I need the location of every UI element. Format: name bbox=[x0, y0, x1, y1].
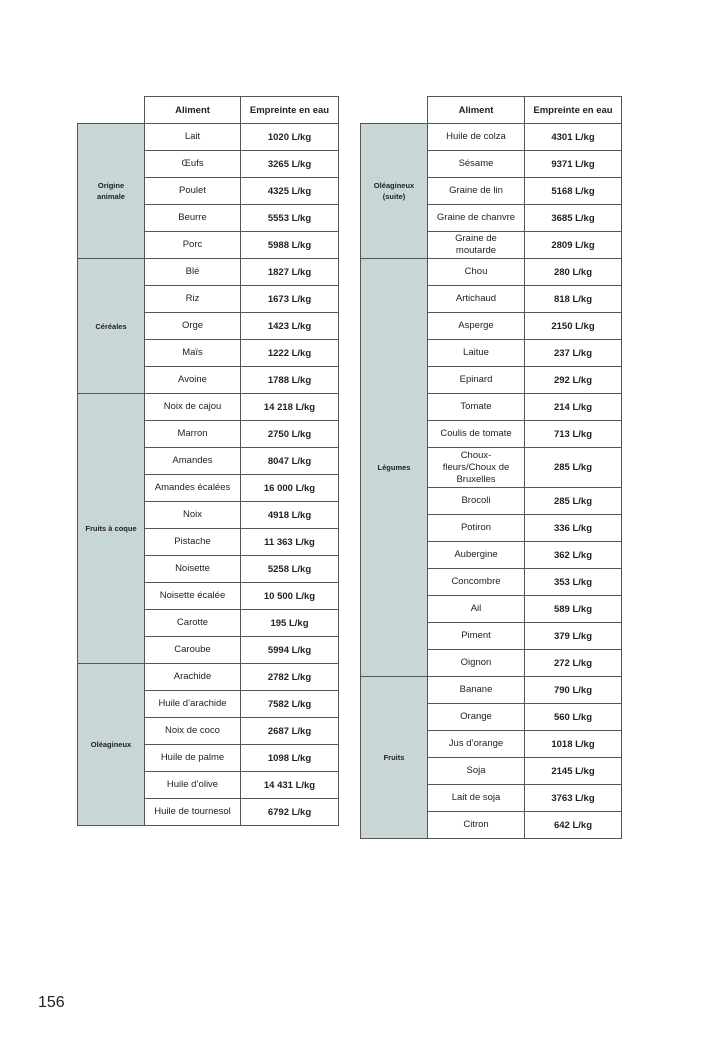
water-footprint-cell: 2782 L/kg bbox=[241, 664, 339, 691]
water-footprint-cell: 3265 L/kg bbox=[241, 151, 339, 178]
food-name-cell: Coulis de tomate bbox=[428, 421, 525, 448]
food-name-cell: Orange bbox=[428, 704, 525, 731]
header-food: Aliment bbox=[428, 97, 525, 124]
water-footprint-cell: 16 000 L/kg bbox=[241, 475, 339, 502]
water-footprint-cell: 214 L/kg bbox=[525, 394, 622, 421]
food-name-cell: Graine de moutarde bbox=[428, 232, 525, 259]
page-number: 156 bbox=[38, 994, 65, 1011]
food-name-cell: Amandes bbox=[145, 448, 241, 475]
water-footprint-cell: 1098 L/kg bbox=[241, 745, 339, 772]
water-footprint-cell: 1423 L/kg bbox=[241, 313, 339, 340]
category-cell: Fruits bbox=[361, 677, 428, 839]
water-footprint-cell: 1673 L/kg bbox=[241, 286, 339, 313]
water-footprint-cell: 2809 L/kg bbox=[525, 232, 622, 259]
category-cell: Oléagineux bbox=[78, 664, 145, 826]
food-name-cell: Sésame bbox=[428, 151, 525, 178]
header-spacer bbox=[78, 97, 145, 124]
water-footprint-cell: 589 L/kg bbox=[525, 596, 622, 623]
food-name-cell: Arachide bbox=[145, 664, 241, 691]
food-name-cell: Beurre bbox=[145, 205, 241, 232]
water-footprint-cell: 4325 L/kg bbox=[241, 178, 339, 205]
water-footprint-cell: 642 L/kg bbox=[525, 812, 622, 839]
water-footprint-cell: 5258 L/kg bbox=[241, 556, 339, 583]
header-food: Aliment bbox=[145, 97, 241, 124]
food-name-cell: Amandes écalées bbox=[145, 475, 241, 502]
food-name-cell: Aubergine bbox=[428, 542, 525, 569]
water-footprint-cell: 3685 L/kg bbox=[525, 205, 622, 232]
food-name-cell: Noix bbox=[145, 502, 241, 529]
table-row bbox=[361, 124, 622, 151]
water-footprint-cell: 1827 L/kg bbox=[241, 259, 339, 286]
water-footprint-cell: 4301 L/kg bbox=[525, 124, 622, 151]
food-name-cell: Huile d’olive bbox=[145, 772, 241, 799]
water-footprint-cell: 3763 L/kg bbox=[525, 785, 622, 812]
category-cell: Légumes bbox=[361, 259, 428, 677]
food-name-cell: Banane bbox=[428, 677, 525, 704]
food-name-cell: Artichaud bbox=[428, 286, 525, 313]
food-name-cell: Riz bbox=[145, 286, 241, 313]
water-footprint-cell: 1222 L/kg bbox=[241, 340, 339, 367]
water-footprint-cell: 9371 L/kg bbox=[525, 151, 622, 178]
table-row bbox=[78, 124, 339, 151]
food-name-cell: Jus d’orange bbox=[428, 731, 525, 758]
food-name-cell: Graine de lin bbox=[428, 178, 525, 205]
water-footprint-cell: 4918 L/kg bbox=[241, 502, 339, 529]
food-name-cell: Graine de chanvre bbox=[428, 205, 525, 232]
water-footprint-cell: 10 500 L/kg bbox=[241, 583, 339, 610]
water-footprint-cell: 1788 L/kg bbox=[241, 367, 339, 394]
food-name-cell: Blé bbox=[145, 259, 241, 286]
water-footprint-cell: 379 L/kg bbox=[525, 623, 622, 650]
header-water-footprint: Empreinte en eau bbox=[241, 97, 339, 124]
water-footprint-table-left bbox=[77, 96, 339, 826]
food-name-cell: Choux- fleurs/Choux de Bruxelles bbox=[428, 448, 525, 488]
water-footprint-cell: 292 L/kg bbox=[525, 367, 622, 394]
water-footprint-cell: 14 431 L/kg bbox=[241, 772, 339, 799]
table-row bbox=[361, 677, 622, 704]
food-name-cell: Chou bbox=[428, 259, 525, 286]
food-name-cell: Huile de colza bbox=[428, 124, 525, 151]
header-spacer bbox=[361, 97, 428, 124]
water-footprint-cell: 5988 L/kg bbox=[241, 232, 339, 259]
table-row bbox=[78, 259, 339, 286]
food-name-cell: Orge bbox=[145, 313, 241, 340]
water-footprint-cell: 2150 L/kg bbox=[525, 313, 622, 340]
water-footprint-cell: 195 L/kg bbox=[241, 610, 339, 637]
food-name-cell: Oignon bbox=[428, 650, 525, 677]
water-footprint-cell: 713 L/kg bbox=[525, 421, 622, 448]
water-footprint-cell: 1020 L/kg bbox=[241, 124, 339, 151]
water-footprint-cell: 2750 L/kg bbox=[241, 421, 339, 448]
food-name-cell: Maïs bbox=[145, 340, 241, 367]
food-name-cell: Ail bbox=[428, 596, 525, 623]
table-header-row bbox=[361, 97, 622, 124]
table-row bbox=[361, 259, 622, 286]
table-header-row bbox=[78, 97, 339, 124]
water-footprint-cell: 336 L/kg bbox=[525, 515, 622, 542]
food-name-cell: Marron bbox=[145, 421, 241, 448]
food-name-cell: Huile de palme bbox=[145, 745, 241, 772]
category-cell: Fruits à coque bbox=[78, 394, 145, 664]
water-footprint-cell: 280 L/kg bbox=[525, 259, 622, 286]
water-footprint-cell: 7582 L/kg bbox=[241, 691, 339, 718]
food-name-cell: Brocoli bbox=[428, 488, 525, 515]
table-row bbox=[78, 664, 339, 691]
water-footprint-cell: 8047 L/kg bbox=[241, 448, 339, 475]
food-name-cell: Soja bbox=[428, 758, 525, 785]
food-name-cell: Noix de coco bbox=[145, 718, 241, 745]
food-name-cell: Poulet bbox=[145, 178, 241, 205]
food-name-cell: Concombre bbox=[428, 569, 525, 596]
water-footprint-cell: 285 L/kg bbox=[525, 448, 622, 488]
water-footprint-cell: 272 L/kg bbox=[525, 650, 622, 677]
water-footprint-cell: 2145 L/kg bbox=[525, 758, 622, 785]
water-footprint-cell: 790 L/kg bbox=[525, 677, 622, 704]
category-cell: Oléagineux (suite) bbox=[361, 124, 428, 259]
food-name-cell: Huile de tournesol bbox=[145, 799, 241, 826]
water-footprint-cell: 5168 L/kg bbox=[525, 178, 622, 205]
water-footprint-table-right bbox=[360, 96, 622, 839]
food-name-cell: Piment bbox=[428, 623, 525, 650]
water-footprint-cell: 14 218 L/kg bbox=[241, 394, 339, 421]
water-footprint-cell: 362 L/kg bbox=[525, 542, 622, 569]
table-row bbox=[78, 394, 339, 421]
water-footprint-cell: 2687 L/kg bbox=[241, 718, 339, 745]
food-name-cell: Avoine bbox=[145, 367, 241, 394]
food-name-cell: Potiron bbox=[428, 515, 525, 542]
category-cell: Origine animale bbox=[78, 124, 145, 259]
food-name-cell: Pistache bbox=[145, 529, 241, 556]
food-name-cell: Citron bbox=[428, 812, 525, 839]
food-name-cell: Carotte bbox=[145, 610, 241, 637]
food-name-cell: Caroube bbox=[145, 637, 241, 664]
food-name-cell: Noix de cajou bbox=[145, 394, 241, 421]
water-footprint-cell: 353 L/kg bbox=[525, 569, 622, 596]
header-water-footprint: Empreinte en eau bbox=[525, 97, 622, 124]
water-footprint-cell: 11 363 L/kg bbox=[241, 529, 339, 556]
food-name-cell: Porc bbox=[145, 232, 241, 259]
water-footprint-cell: 5553 L/kg bbox=[241, 205, 339, 232]
food-name-cell: Lait bbox=[145, 124, 241, 151]
water-footprint-cell: 1018 L/kg bbox=[525, 731, 622, 758]
category-cell: Céréales bbox=[78, 259, 145, 394]
food-name-cell: Lait de soja bbox=[428, 785, 525, 812]
water-footprint-cell: 560 L/kg bbox=[525, 704, 622, 731]
water-footprint-cell: 237 L/kg bbox=[525, 340, 622, 367]
food-name-cell: Tomate bbox=[428, 394, 525, 421]
food-name-cell: Laitue bbox=[428, 340, 525, 367]
food-name-cell: Œufs bbox=[145, 151, 241, 178]
water-footprint-cell: 5994 L/kg bbox=[241, 637, 339, 664]
water-footprint-cell: 6792 L/kg bbox=[241, 799, 339, 826]
food-name-cell: Noisette bbox=[145, 556, 241, 583]
food-name-cell: Epinard bbox=[428, 367, 525, 394]
food-name-cell: Asperge bbox=[428, 313, 525, 340]
water-footprint-cell: 818 L/kg bbox=[525, 286, 622, 313]
water-footprint-cell: 285 L/kg bbox=[525, 488, 622, 515]
food-name-cell: Noisette écalée bbox=[145, 583, 241, 610]
food-name-cell: Huile d’arachide bbox=[145, 691, 241, 718]
